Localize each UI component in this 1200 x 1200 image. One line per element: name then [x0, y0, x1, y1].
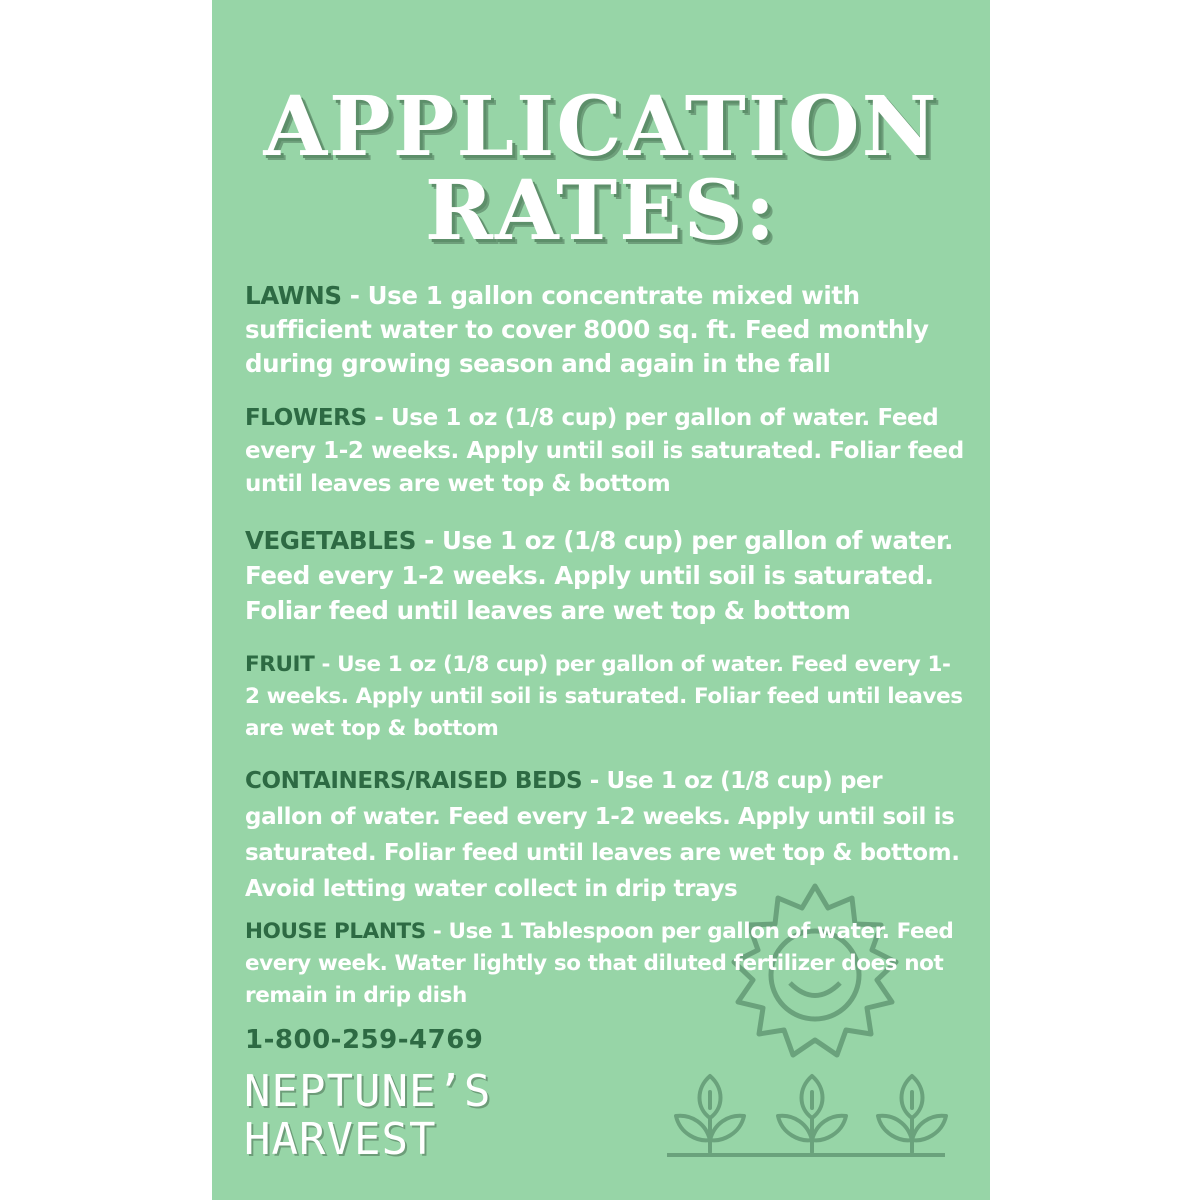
- section-vegetables: [245, 523, 965, 628]
- sprout-icon: [872, 1070, 952, 1160]
- section-text: - Use 1 oz (1/8 cup) per gallon of water. Feed every 1-2 weeks. Apply until soil is saturated. Foliar feed until leaves are wet top & bottom. Avoid letting water collect in drip trays: [245, 768, 960, 902]
- section-label: FRUIT: [245, 652, 315, 677]
- brand-logo-line-2: HARVEST: [244, 1114, 437, 1165]
- section-label: LAWNS: [245, 281, 342, 310]
- title-line-1: APPLICATION: [263, 79, 939, 175]
- sprout-icon: [670, 1070, 750, 1160]
- section-flowers: [245, 402, 965, 501]
- brand-logo-line-1: NEPTUNE’S: [244, 1066, 492, 1117]
- section-text: - Use 1 oz (1/8 cup) per gallon of water. Feed every 1-2 weeks. Apply until soil is saturated. Foliar feed until leaves are wet top & bottom: [245, 526, 954, 625]
- section-text: - Use 1 Tablespoon per gallon of water. Feed every week. Water lightly so that diluted fertilizer does not remain in drip dish: [245, 919, 954, 1008]
- sprout-icon: [772, 1070, 852, 1160]
- section-label: HOUSE PLANTS: [245, 919, 426, 944]
- ground-line: [667, 1153, 945, 1157]
- section-text: - Use 1 oz (1/8 cup) per gallon of water. Feed every 1-2 weeks. Apply until soil is saturated. Foliar feed until leaves are wet top & bottom: [245, 652, 963, 741]
- section-text: - Use 1 gallon concentrate mixed with sufficient water to cover 8000 sq. ft. Feed monthly during growing season and again in the fall: [245, 281, 929, 378]
- section-label: VEGETABLES: [245, 526, 416, 555]
- section-fruit: [245, 649, 965, 745]
- label-card: [212, 0, 990, 1200]
- section-label: FLOWERS: [245, 405, 367, 431]
- section-house-plants: [245, 916, 965, 1012]
- section-containers-raised-beds: [245, 763, 965, 907]
- phone-number: 1-800-259-4769: [245, 1025, 484, 1055]
- section-lawns: [245, 279, 965, 381]
- section-label: CONTAINERS/RAISED BEDS: [245, 768, 583, 794]
- title-line-2: RATES:: [424, 163, 778, 259]
- section-text: - Use 1 oz (1/8 cup) per gallon of water. Feed every 1-2 weeks. Apply until soil is saturated. Foliar feed until leaves are wet top & bottom: [245, 405, 964, 497]
